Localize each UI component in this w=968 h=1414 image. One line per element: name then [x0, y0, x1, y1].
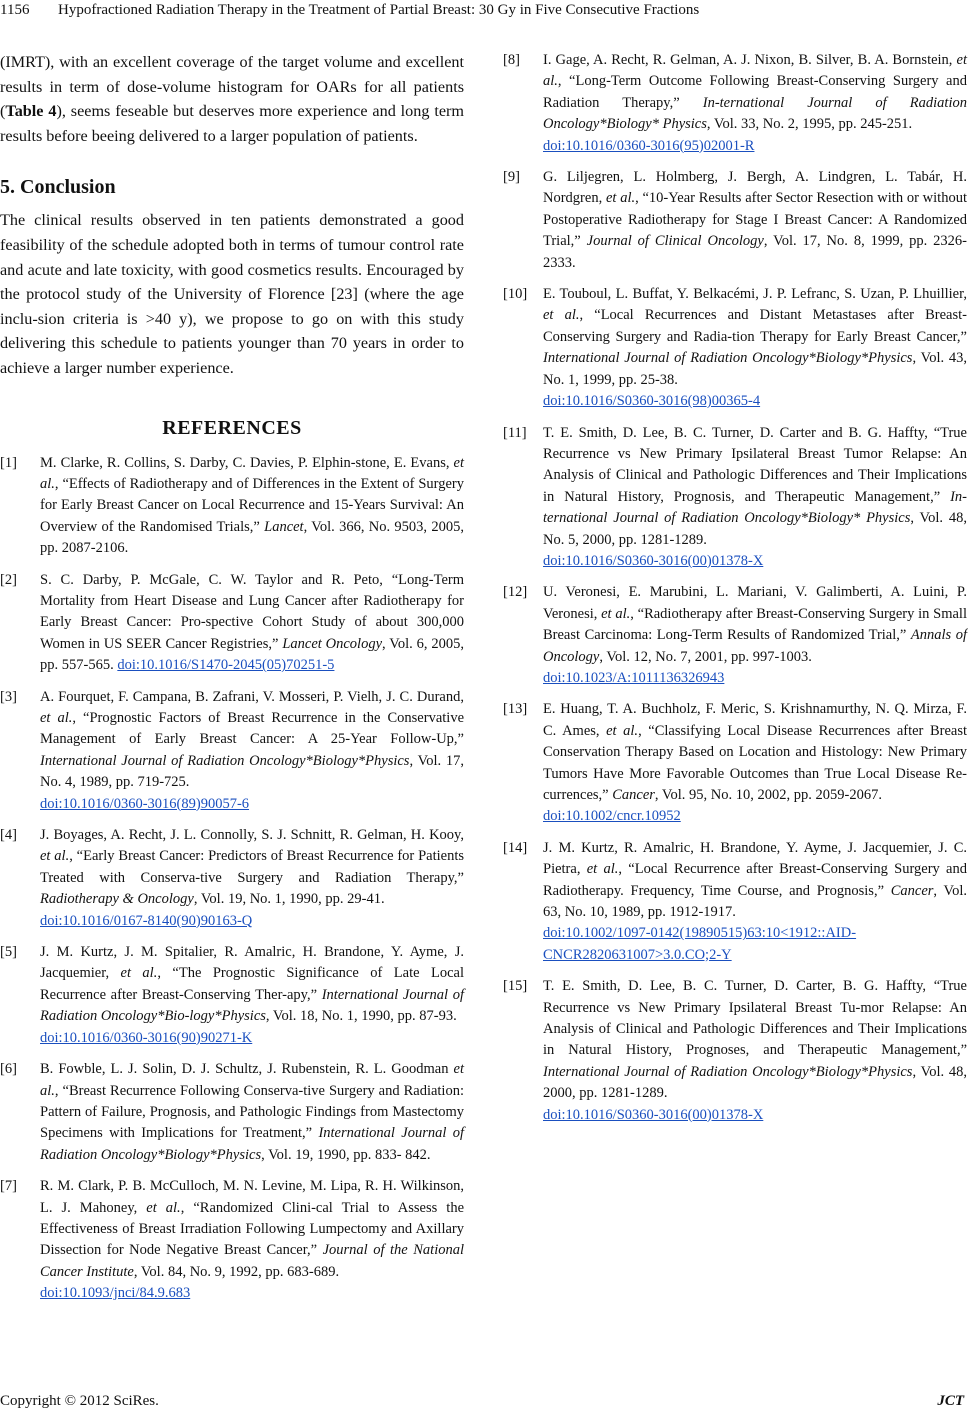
reference-number: [4]: [0, 827, 17, 844]
reference-authors: J. Boyages, A. Recht, J. L. Connolly, S. J. Schnitt, R. Gelman, H. Kooy,: [40, 827, 464, 844]
reference-details: , Vol. 17, No. 4, 1989, pp. 719-725.: [40, 752, 464, 791]
reference-details: , Vol. 6, 2005, pp. 557-565.: [40, 635, 464, 674]
reference-authors: T. E. Smith, D. Lee, B. C. Turner, D. Carter and B. G. Haffty, “True Recurrence vs New Primary Ipsilateral Breast Tumor Relapse: An Analysis of Clinical and Pathologic Differences and Their Implications in Natural History, Prognosis, and Therapeutic Management,”: [543, 424, 967, 505]
reference-doi-link[interactable]: doi:10.1002/cncr.10952: [543, 808, 681, 825]
reference-details: , Vol. 33, No. 2, 1995, pp. 245-251.: [706, 116, 913, 133]
reference-number: [11]: [503, 424, 527, 441]
reference-doi-link[interactable]: doi:10.1016/S0360-3016(00)01378-X: [543, 552, 764, 569]
reference-et-al: et al.: [601, 605, 631, 622]
running-title: Hypofractioned Radiation Therapy in the Treatment of Partial Breast: 30 Gy in Five Consecutive Fractions: [58, 2, 700, 18]
reference-item: [0, 942, 464, 1049]
reference-authors: G. Liljegren, L. Holmberg, J. Bergh, A. Lindgren, L. Tabár, H. Nordgren,: [543, 169, 967, 207]
reference-title: , “Randomized Clini-cal Trial to Assess the Effectiveness of Breast Irradiation Following Lumpectomy and Axillary Dissection for Node Negative Breast Cancer,”: [40, 1199, 464, 1259]
reference-et-al: et al.: [543, 52, 967, 90]
reference-item: [0, 687, 464, 815]
reference-item: [503, 167, 967, 274]
reference-authors: J. M. Kurtz, R. Amalric, H. Brandone, Y. Ayme, J. Jacquemier, J. C. Pietra,: [543, 839, 967, 878]
reference-number: [5]: [0, 944, 17, 961]
reference-item: [503, 284, 967, 412]
reference-doi-link[interactable]: doi:10.1016/S0360-3016(98)00365-4: [543, 393, 761, 410]
reference-item: [503, 976, 967, 1126]
reference-item: [0, 1059, 464, 1166]
reference-item: [0, 453, 464, 560]
reference-authors: M. Clarke, R. Collins, S. Darby, C. Davies, P. Elphin-stone, E. Evans,: [40, 454, 454, 471]
reference-doi-link[interactable]: doi:10.1016/S0360-3016(00)01378-X: [543, 1106, 764, 1123]
reference-item: [503, 838, 967, 966]
reference-authors: B. Fowble, L. J. Solin, D. J. Schultz, J. Rubenstein, R. L. Goodman: [40, 1061, 454, 1078]
reference-et-al: et al.: [543, 307, 580, 324]
reference-title: , “Local Recurrences and Distant Metastases after Breast-Conserving Surgery and Radia-tion Therapy for Early Breast Cancer,”: [543, 307, 967, 345]
reference-number: [9]: [503, 169, 520, 186]
reference-et-al: et al.: [586, 861, 619, 878]
reference-number: [6]: [0, 1061, 17, 1078]
reference-doi-link[interactable]: doi:10.1016/0360-3016(89)90057-6: [40, 795, 250, 812]
reference-et-al: et al.: [606, 722, 639, 739]
reference-authors: A. Fourquet, F. Campana, B. Zafrani, V. Mosseri, P. Vielh, J. C. Durand,: [40, 688, 464, 705]
reference-journal: International Journal of Radiation Oncology*Biology*Physics: [543, 1063, 913, 1080]
reference-authors: R. M. Clark, P. B. McCulloch, M. N. Levine, M. Lipa, R. H. Wilkinson, L. J. Mahoney,: [40, 1178, 464, 1216]
reference-item: [0, 1176, 464, 1304]
reference-title: , “Long-Term Outcome Following Breast-Conserving Surgery and Radiation Therapy,”: [543, 73, 967, 111]
discussion-paragraph: (IMRT), with an excellent coverage of the target volume and excellent results in term of dose-volume histogram for OARs for all patients (Table 4), seems feseable but deserves more experience and long term results before beeing delivered to a larger population of patients.: [0, 53, 465, 145]
reference-et-al: et al.: [40, 710, 73, 726]
reference-details: , Vol. 19, No. 1, 1990, pp. 29-41.: [193, 891, 385, 908]
reference-number: [10]: [503, 286, 528, 303]
reference-number: [7]: [0, 1178, 17, 1195]
reference-et-al: et al.: [120, 965, 158, 982]
reference-doi-link[interactable]: doi:10.1016/0167-8140(90)90163-Q: [40, 912, 253, 929]
reference-title: , “Effects of Radiotherapy and of Differences in the Extent of Surgery for Early Breast Cancer on Local Recurrence and 15-Years Survival: An Overview of the Randomised Trials,”: [40, 475, 464, 535]
references-heading: REFERENCES: [162, 416, 302, 439]
reference-authors: E. Huang, T. A. Buchholz, F. Meric, S. Krishnamurthy, N. Q. Mirza, F. C. Ames,: [543, 701, 967, 739]
reference-title: , “Local Recurrence after Breast-Conserving Surgery and Radiotherapy. Frequency, Time Course, and Prognosis,”: [543, 861, 967, 899]
reference-doi-link[interactable]: doi:10.1023/A:1011136326943: [543, 669, 725, 686]
reference-details: , Vol. 95, No. 10, 2002, pp. 2059-2067.: [654, 787, 882, 803]
reference-number: [8]: [503, 52, 520, 68]
reference-journal: International Journal of Radiation Oncology*Biology*Physics: [543, 350, 913, 367]
table-ref: Table 4: [5, 102, 57, 121]
reference-item: [503, 582, 967, 689]
left-column: [0, 50, 464, 1315]
reference-title: , “Classifying Local Disease Recurrences after Breast Conservation Therapy Based on Location and Histology: New Primary Tumors Have More Favorable Outcomes than True Local Disease Re-currences,”: [543, 722, 967, 803]
journal-abbreviation: JCT: [937, 1393, 964, 1409]
reference-title: , “The Prognostic Significance of Late Local Recurrence after Breast-Conserving Ther-apy,”: [40, 965, 464, 1003]
right-column: [503, 50, 967, 1136]
reference-number: [12]: [503, 584, 528, 601]
reference-et-al: et al.: [40, 454, 464, 492]
reference-journal: Cancer: [890, 882, 934, 899]
reference-item: [0, 825, 464, 932]
reference-authors: E. Touboul, L. Buffat, Y. Belkacémi, J. P. Lefranc, S. Uzan, P. Lhuillier,: [543, 286, 967, 303]
reference-journal: International Journal of Radiation Oncology*Biology*Physics: [40, 752, 410, 769]
reference-list-left: [0, 453, 464, 1305]
reference-item: [503, 423, 967, 573]
conclusion-heading: 5. Conclusion: [0, 176, 116, 199]
reference-item: [0, 570, 464, 677]
reference-authors: S. C. Darby, P. McGale, C. W. Taylor and R. Peto, “Long-Term Mortality from Heart Disease and Lung Cancer after Radiotherapy for Early Breast Cancer: Pro-spective Cohort Study of about 300,000 Women in US SEER Cancer Registries,”: [40, 571, 464, 652]
reference-details: , Vol. 12, No. 7, 2001, pp. 997-1003.: [599, 648, 812, 665]
reference-journal: Journal of Clinical Oncology: [586, 233, 764, 250]
reference-number: [2]: [0, 571, 17, 588]
reference-journal: Lancet: [264, 518, 304, 535]
reference-details: , Vol. 19, 1990, pp. 833- 842.: [261, 1146, 431, 1163]
reference-authors: J. M. Kurtz, J. M. Spitalier, R. Amalric, H. Brandone, Y. Ayme, J. Jacquemier,: [40, 944, 464, 982]
reference-details: , Vol. 48, No. 5, 2000, pp. 1281-1289.: [543, 510, 967, 548]
reference-et-al: et al.: [40, 848, 70, 865]
reference-number: [13]: [503, 701, 528, 718]
reference-doi-link[interactable]: doi:10.1016/S1470-2045(05)70251-5: [117, 657, 335, 674]
reference-title: , “10-Year Results after Sector Resection with or without Postoperative Radiotherapy for Stage I Breast Cancer: A Randomized Trial,”: [543, 190, 967, 250]
reference-journal: International Journal of Radiation Oncology*Biology*Physics: [40, 1125, 464, 1163]
reference-number: [3]: [0, 688, 17, 705]
reference-details: , Vol. 84, No. 9, 1992, pp. 683-689.: [133, 1263, 340, 1280]
reference-doi-link[interactable]: doi:10.1016/0360-3016(90)90271-K: [40, 1029, 253, 1046]
reference-journal: In-ternational Journal of Radiation Oncology*Biology* Physics: [543, 488, 967, 527]
reference-details: , Vol. 17, No. 8, 1999, pp. 2326-2333.: [543, 233, 967, 271]
reference-title: , “Prognostic Factors of Breast Recurrence in the Conservative Management of Early Breast Cancer: A 25-Year Follow-Up,”: [40, 710, 465, 748]
reference-details: , Vol. 366, No. 9503, 2005, pp. 2087-2106.: [40, 518, 464, 557]
reference-number: [1]: [0, 454, 17, 471]
page-header: [0, 0, 968, 24]
reference-journal: Cancer: [612, 787, 655, 803]
reference-authors: U. Veronesi, E. Marubini, L. Mariani, V. Galimberti, A. Luini, P. Veronesi,: [543, 584, 967, 622]
reference-details: , Vol. 43, No. 1, 1999, pp. 25-38.: [543, 350, 967, 388]
reference-authors: I. Gage, A. Recht, R. Gelman, A. J. Nixon, B. Silver, B. A. Bornstein,: [543, 52, 957, 68]
reference-journal: Journal of the National Cancer Institute: [40, 1242, 464, 1280]
reference-number: [14]: [503, 839, 528, 856]
reference-list-right: [503, 50, 967, 1126]
reference-journal: Annals of Oncology: [543, 627, 967, 665]
copyright: Copyright © 2012 SciRes.: [0, 1393, 159, 1409]
reference-title: , “Breast Recurrence Following Conserva-tive Surgery and Radiation: Pattern of Failure, Prognosis, and Pathologic Findings from Mastectomy Specimens with Implications for Treatment,”: [40, 1082, 464, 1142]
reference-doi-link[interactable]: doi:10.1016/0360-3016(95)02001-R: [543, 137, 755, 154]
reference-doi-link[interactable]: doi:10.1093/jnci/84.9.683: [40, 1285, 191, 1302]
page-footer: [0, 1392, 968, 1414]
conclusion-paragraph: The clinical results observed in ten patients demonstrated a good feasibility of the schedule adopted both in terms of tumour control rate and acute and late toxicity, with good cosmetics results. Encouraged by the protocol study of the University of Florence [23] (where the age inclu-sion criteria is >40 y), we propose to go on with this study delivering this schedule to patients younger than 70 years in order to achieve a larger number experience.: [0, 211, 464, 377]
reference-et-al: et al.: [40, 1061, 464, 1099]
reference-et-al: et al.: [146, 1199, 181, 1216]
page-number: 1156: [0, 2, 30, 18]
reference-journal: In-ternational Journal of Radiation Oncology*Biology* Physics: [543, 94, 967, 133]
reference-details: , Vol. 63, No. 10, 1989, pp. 1912-1917.: [543, 882, 967, 921]
reference-item: [503, 50, 967, 157]
reference-et-al: et al.: [605, 190, 636, 207]
reference-details: , Vol. 48, 2000, pp. 1281-1289.: [543, 1063, 967, 1102]
reference-item: [503, 699, 967, 827]
reference-journal: Radiotherapy & Oncology: [40, 891, 194, 908]
reference-number: [15]: [503, 978, 528, 995]
reference-journal: Lancet Oncology: [282, 635, 383, 652]
reference-details: , Vol. 18, No. 1, 1990, pp. 87-93.: [265, 1008, 457, 1025]
reference-journal: International Journal of Radiation Oncology*Bio-logy*Physics: [40, 986, 464, 1025]
reference-authors: T. E. Smith, D. Lee, B. C. Turner, D. Carter, B. G. Haffty, “True Recurrence vs New Primary Ipsilateral Breast Tu-mor Relapse: An Analysis of Clinical and Pathologic Differences and Their Implications in Natural History, Prognoses, and Therapeutic Management,”: [543, 978, 967, 1059]
reference-doi-link[interactable]: doi:10.1002/1097-0142(19890515)63:10<1912::AID-CNCR2820631007>3.0.CO;2-Y: [543, 925, 857, 963]
reference-title: , “Early Breast Cancer: Predictors of Breast Recurrence for Patients Treated with Conserva-tive Surgery and Radiation Therapy,”: [40, 848, 464, 886]
reference-title: , “Radiotherapy after Breast-Conserving Surgery in Small Breast Carcinoma: Long-Term Results of Randomized Trial,”: [543, 605, 967, 644]
